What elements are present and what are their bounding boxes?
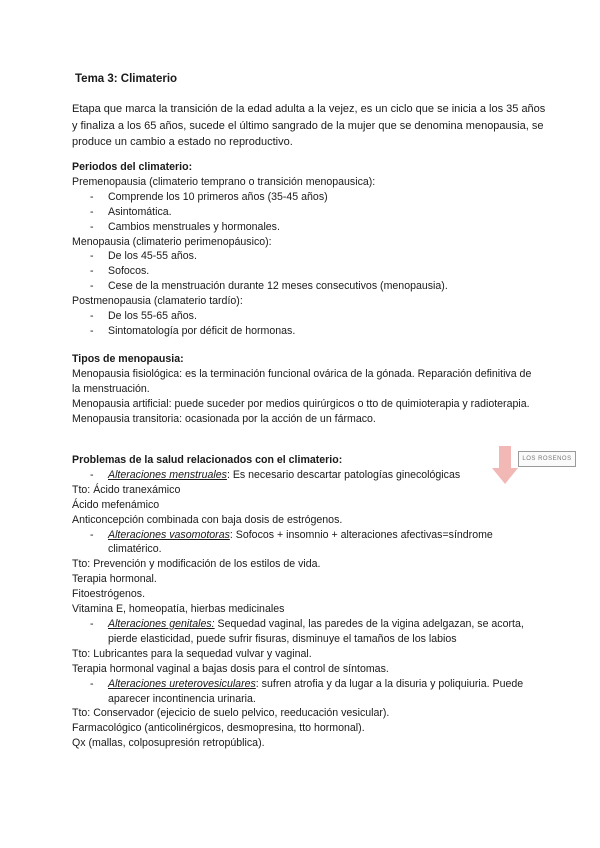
alteraciones-ureterovesiculares-text: : sufren atrofia y da lugar a la disuria y poliquiuria. Puede aparecer incontinencia urinaria.	[108, 677, 524, 705]
list-item	[72, 617, 532, 647]
treatment-line: Fitoestrógenos.	[72, 588, 146, 601]
periodos-section	[72, 160, 542, 339]
alteraciones-genitales-text: Sequedad vaginal, las paredes de la vigina adelgazan, se acorta, pierde elasticidad, puede sufrir fisuras, disminuye el tamaños de los labios	[108, 617, 524, 645]
problemas-section	[72, 453, 532, 751]
alteraciones-vasomotoras-text: : Sofocos + insomnio + alteraciones afectivas=síndrome climatérico.	[108, 528, 493, 556]
treatment-line: Qx (mallas, colposupresión retropública).	[72, 737, 265, 750]
periodos-heading: Periodos del climaterio:	[72, 161, 193, 173]
tipos-section	[72, 352, 542, 427]
treatment-line: Tto: Lubricantes para la sequedad vulvar y vaginal.	[72, 647, 312, 660]
treatment-line: Anticoncepción combinada con baja dosis de estrógenos.	[72, 513, 343, 526]
list-item: - Sofocos.	[72, 264, 542, 279]
list-item	[72, 528, 532, 558]
list-item: - De los 45-55 años.	[72, 249, 542, 264]
treatment-line: Vitamina E, homeopatía, hierbas medicinales	[72, 603, 285, 616]
alteraciones-ureterovesiculares-title: Alteraciones ureterovesiculares	[108, 677, 256, 690]
alteraciones-menstruales-title: Alteraciones menstruales	[108, 468, 227, 481]
intro-paragraph: Etapa que marca la transición de la edad adulta a la vejez, es un ciclo que se inicia a los 35 años y finaliza a los 65 años, sucede el último sangrado de la mujer que se denomina menopausia, se produce un cambio a estado no reproductivo.	[72, 103, 546, 148]
problemas-heading: Problemas de la salud relacionados con el climaterio:	[72, 454, 343, 466]
tipo-line: Menopausia fisiológica: es la terminación funcional ovárica de la gónada. Reparación definitiva de la menstruación.	[72, 367, 532, 395]
tipo-line: Menopausia artificial: puede suceder por medios quirúrgicos o tto de quimioterapia y radioterapia.	[72, 397, 530, 410]
alteraciones-menstruales-text: : Es necesario descartar patologías ginecológicas	[226, 468, 461, 481]
alteraciones-vasomotoras-title: Alteraciones vasomotoras	[108, 528, 230, 541]
treatment-line: Tto: Prevención y modificación de los estilos de vida.	[72, 558, 321, 571]
list-item: - Comprende los 10 primeros años (35-45 años)	[72, 190, 542, 205]
list-item: - Sintomatología por déficit de hormonas.	[72, 324, 542, 339]
treatment-line: Terapia hormonal.	[72, 573, 157, 586]
tipo-line: Menopausia transitoria: ocasionada por la acción de un fármaco.	[72, 412, 376, 425]
list-item: - Cambios menstruales y hormonales.	[72, 220, 542, 235]
treatment-line: Terapia hormonal vaginal a bajas dosis para el control de síntomas.	[72, 662, 389, 675]
list-item: - Cese de la menstruación durante 12 meses consecutivos (menopausia).	[72, 279, 542, 294]
alteraciones-genitales-title: Alteraciones genitales:	[108, 617, 215, 630]
list-item	[72, 677, 532, 707]
menopausia-label: Menopausia (climaterio perimenopáusico):	[72, 235, 272, 248]
postmenopausia-label: Postmenopausia (clamaterio tardío):	[72, 295, 243, 308]
list-item: - De los 55-65 años.	[72, 309, 542, 324]
treatment-line: Tto: Ácido tranexámico	[72, 483, 181, 496]
treatment-line: Farmacológico (anticolinérgicos, desmopresina, tto hormonal).	[72, 722, 365, 735]
tipos-heading: Tipos de menopausia:	[72, 353, 184, 365]
premenopausia-label: Premenopausia (climaterio temprano o transición menopausica):	[72, 175, 376, 188]
list-item: - Asintomática.	[72, 205, 542, 220]
document-title: Tema 3: Climaterio	[75, 73, 178, 85]
list-item	[72, 468, 532, 483]
treatment-line: Ácido mefenámico	[72, 498, 160, 511]
treatment-line: Tto: Conservador (ejecicio de suelo pelvico, reeducación vesicular).	[72, 707, 390, 720]
sticky-note-label: LOS ROSENOS	[518, 451, 576, 467]
